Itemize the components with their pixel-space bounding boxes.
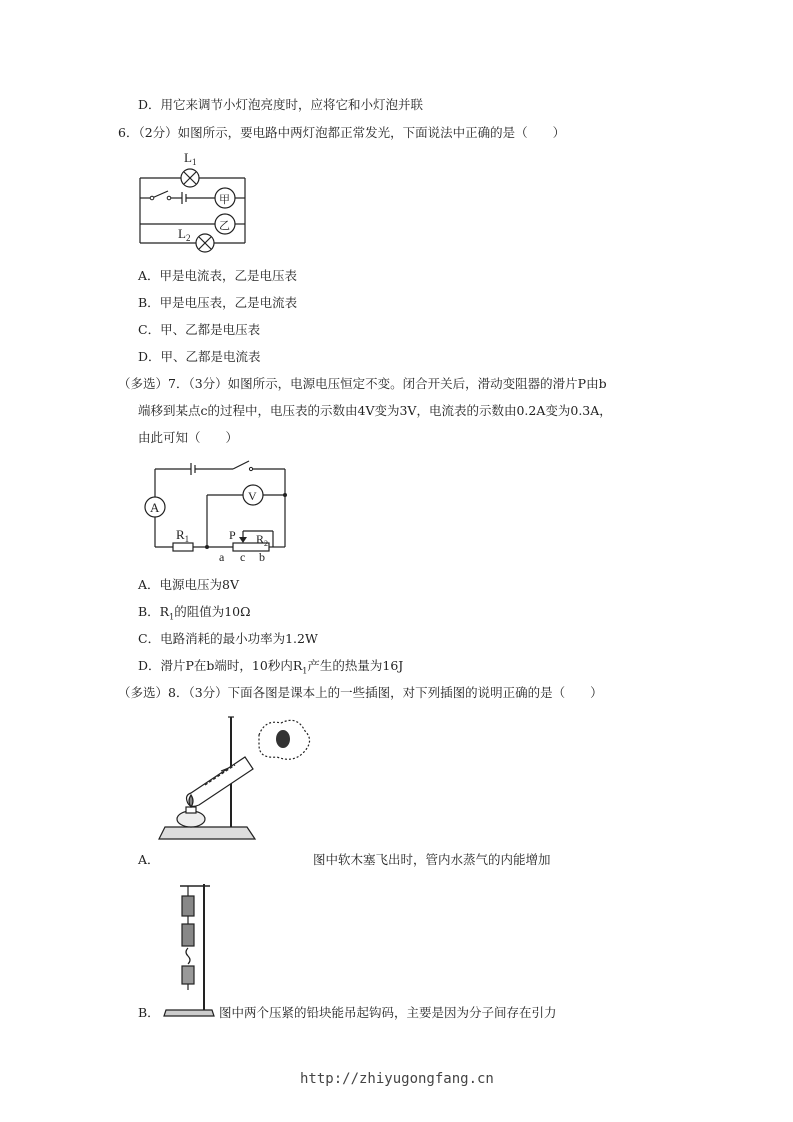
q8-option-a-label: A． <box>138 852 160 867</box>
q6-option-d: D．甲、乙都是电流表 <box>138 349 261 364</box>
q7-ammeter: A <box>150 500 160 515</box>
q7-point-a: a <box>219 550 225 564</box>
svg-text:R2: $R_2$ <box>256 532 269 548</box>
svg-text:L2: $L_2$ <box>178 226 191 243</box>
footer-url[interactable]: http://zhiyugongfang.cn <box>300 1071 494 1087</box>
q7-option-c: C．电路消耗的最小功率为1.2W <box>138 631 318 646</box>
q6-option-c: C．甲、乙都是电压表 <box>138 322 261 337</box>
q7-slider-p: P <box>229 528 236 542</box>
q6-meter-jia: 甲 <box>219 194 230 206</box>
q6-option-b: B．甲是电压表，乙是电流表 <box>138 295 298 310</box>
svg-text:L1: $L_1$ <box>184 150 197 167</box>
q6-stem: 6．（2分）如图所示，要电路中两灯泡都正常发光，下面说法中正确的是（ ） <box>118 125 566 140</box>
q7-point-b: b <box>259 550 265 564</box>
q6-option-a: A．甲是电流表，乙是电压表 <box>138 268 298 283</box>
q8-figure-a-steam-cork <box>155 705 315 863</box>
q6-meter-yi: 乙 <box>219 220 230 232</box>
q7-option-b: B．$R_1$的阻值为10Ω <box>138 604 251 622</box>
q7-r1-label: R <box>176 527 185 542</box>
q8-option-b-text: 图中两个压紧的铅块能吊起钩码，主要是因为分子间存在引力 <box>219 1005 557 1020</box>
q8-option-a-text: 图中软木塞飞出时，管内水蒸气的内能增加 <box>313 852 551 867</box>
q6-l2-label: L <box>178 226 186 241</box>
svg-text:R1: $R_1$ <box>176 527 190 544</box>
q6-circuit-diagram <box>130 148 255 258</box>
q7-voltmeter: V <box>248 489 257 503</box>
q7-point-c: c <box>240 550 246 564</box>
q7-stem-line3: 由此可知（ ） <box>138 430 239 445</box>
q7-stem-line1: （多选）7．（3分）如图所示，电源电压恒定不变。闭合开关后，滑动变阻器的滑片P由b <box>118 376 607 391</box>
q7-stem-line2: 端移到某点c的过程中，电压表的示数由4V变为3V，电流表的示数由0.2A变为0.3A， <box>138 403 612 418</box>
q6-l1-label: L <box>184 150 192 165</box>
q7-r2-label: R <box>256 532 265 546</box>
q5-option-d: D．用它来调节小灯泡亮度时，应将它和小灯泡并联 <box>138 97 424 112</box>
q8-figure-b-lead-blocks <box>160 880 220 1018</box>
q8-option-b-label: B． <box>138 1005 160 1020</box>
q7-circuit-diagram <box>135 455 295 565</box>
q7-option-d: D．滑片P在b端时，10秒内$R_1$产生的热量为16J <box>138 658 404 676</box>
q8-stem: （多选）8．（3分）下面各图是课本上的一些插图，对下列插图的说明正确的是（ ） <box>118 685 603 700</box>
q7-option-a: A．电源电压为8V <box>138 577 240 592</box>
